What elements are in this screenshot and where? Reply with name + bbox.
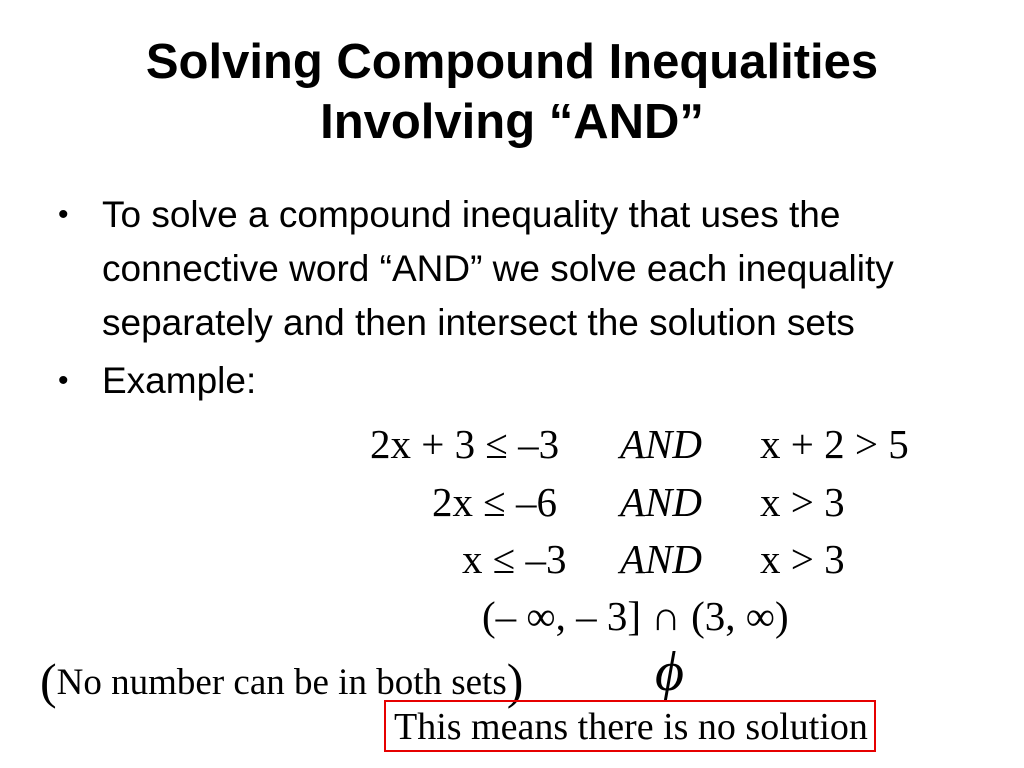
work-line-1-right: x + 2 > 5: [760, 421, 909, 467]
bullet-marker: •: [58, 364, 69, 397]
work-line-1-left: 2x + 3 ≤ –3: [370, 421, 560, 467]
work-line-1: [370, 420, 930, 468]
slide-title: [0, 32, 1024, 152]
work-line-2-right: x > 3: [760, 479, 845, 525]
note-text: No number can be in both sets: [56, 662, 507, 703]
work-line-3-right: x > 3: [760, 536, 845, 582]
no-overlap-note: [40, 648, 524, 709]
note-close-paren: ): [506, 653, 524, 709]
empty-set-symbol: ϕ: [655, 641, 684, 703]
title-line-1: Solving Compound Inequalities: [145, 35, 879, 89]
work-line-2: [370, 478, 930, 526]
bullet-item: [58, 354, 978, 408]
work-line-1-connective: AND: [620, 421, 702, 467]
work-line-2-left: 2x ≤ –6: [432, 479, 558, 525]
bullet-item: [58, 188, 978, 350]
bullet-marker: •: [58, 198, 69, 231]
bullet-text: Example:: [102, 360, 257, 401]
conclusion-box: This means there is no solution: [384, 700, 876, 752]
work-line-2-connective: AND: [620, 479, 702, 525]
work-line-3: [370, 535, 930, 583]
work-line-3-connective: AND: [620, 536, 702, 582]
work-line-3-left: x ≤ –3: [462, 536, 567, 582]
bullet-text: To solve a compound inequality that uses the connective word “AND” we solve each inequality separately and then intersect the solution sets: [102, 194, 894, 343]
bullet-list: [58, 188, 978, 408]
interval-intersection: (– ∞, – 3] ∩ (3, ∞): [482, 593, 789, 639]
title-line-2: Involving “AND”: [320, 95, 704, 149]
note-open-paren: (: [40, 653, 57, 709]
